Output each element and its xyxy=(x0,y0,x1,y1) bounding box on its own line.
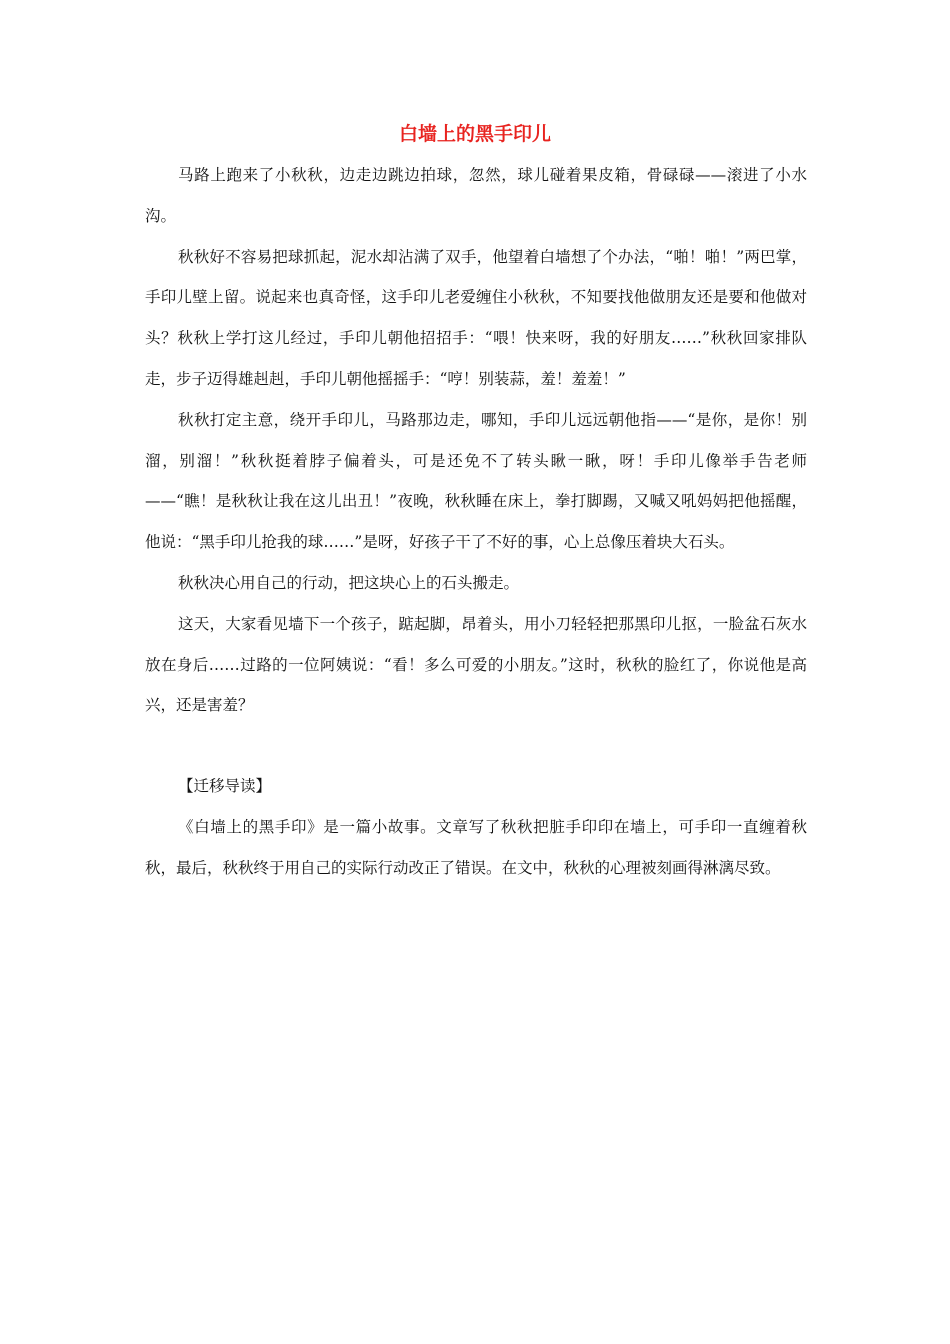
story-paragraph-1: 马路上跑来了小秋秋，边走边跳边拍球，忽然，球儿碰着果皮箱，骨碌碌——滚进了小水沟。 xyxy=(145,166,807,225)
page-title: 白墙上的黑手印儿 xyxy=(398,123,551,145)
story-paragraph-5: 这天，大家看见墙下一个孩子，踮起脚，昂着头，用小刀轻轻把那黑印儿抠，一脸盆石灰水放在身后……过路的一位阿姨说：“看！多么可爱的小朋友。”这时，秋秋的脸红了，你说他是高兴，还是害羞？ xyxy=(145,614,807,715)
story-paragraph-3: 秋秋打定主意，绕开手印儿，马路那边走，哪知，手印儿远远朝他指——“是你，是你！别溜，别溜！”秋秋挺着脖子偏着头，可是还免不了转头瞅一瞅，呀！手印儿像举手告老师——“瞧！是秋秋让我在这儿出丑！”夜晚，秋秋睡在床上，拳打脚踢，又喊又吼妈妈把他摇醒，他说：“黑手印儿抢我的球……”是呀，好孩子干了不好的事，心上总像压着块大石头。 xyxy=(145,410,807,552)
section-gap xyxy=(145,726,807,766)
story-body xyxy=(145,155,807,889)
guide-heading: 【迁移导读】 xyxy=(178,777,272,796)
guide-paragraph: 《白墙上的黑手印》是一篇小故事。文章写了秋秋把脏手印印在墙上，可手印一直缠着秋秋，最后，秋秋终于用自己的实际行动改正了错误。在文中，秋秋的心理被刻画得淋漓尽致。 xyxy=(145,817,807,877)
story-paragraph-4: 秋秋决心用自己的行动，把这块心上的石头搬走。 xyxy=(178,573,520,592)
story-paragraph-2: 秋秋好不容易把球抓起，泥水却沾满了双手，他望着白墙想了个办法，“啪！啪！”两巴掌，手印儿壁上留。说起来也真奇怪，这手印儿老爱缠住小秋秋，不知要找他做朋友还是要和他做对头？秋秋上学打这儿经过，手印儿朝他招招手：“喂！快来呀，我的好朋友……”秋秋回家排队走，步子迈得雄赳赳，手印儿朝他摇摇手：“哼！别装蒜，羞！羞羞！” xyxy=(145,247,807,388)
